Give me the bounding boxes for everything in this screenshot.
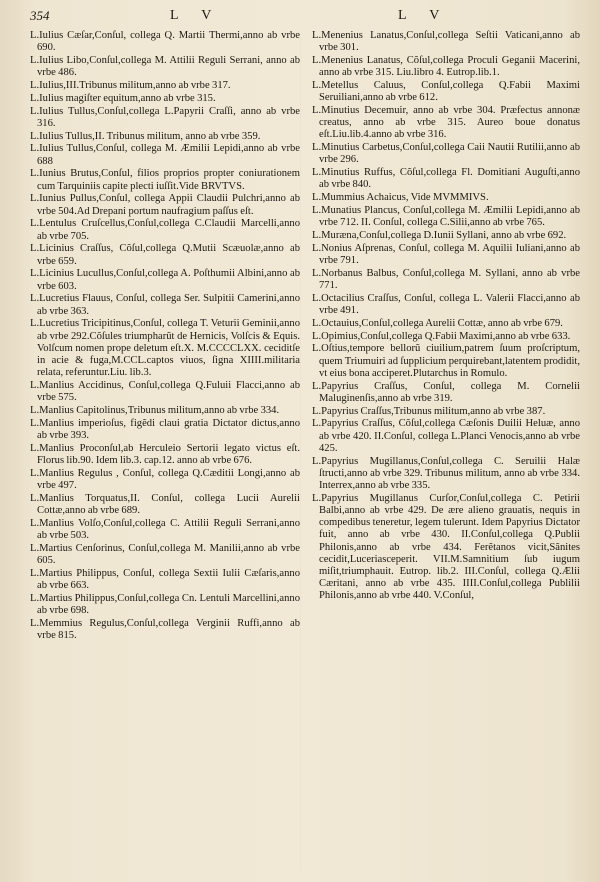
dictionary-entry: L.Manlius Accidinus, Conſul,collega Q.Fuluii Flacci,anno ab vrbe 575. xyxy=(30,380,300,404)
dictionary-entry: L.Metellus Caluus, Conſul,collega Q.Fabii Maximi Seruiliani,anno ab vrbe 612. xyxy=(312,80,580,104)
dictionary-entry: L.Iulius Libo,Conſul,collega M. Attilii Reguli Serrani, anno ab vrbe 486. xyxy=(30,55,300,79)
dictionary-entry: L.Oſtius,tempore bellorũ ciuilium,patrem ſuum proſcriptum, quem Triumuiri ad ſupplicium perquirebant,latentem prodidit, vt eius bona acciperet.Plutarchus in Romulo. xyxy=(312,343,580,379)
dictionary-entry: L.Iulius Tullus,II. Tribunus militum, anno ab vrbe 359. xyxy=(30,130,261,142)
dictionary-entry: L.Iulius Tullus,Conſul, collega M. Æmilii Lepidi,anno ab vrbe 688 xyxy=(30,143,300,167)
dictionary-entry: L.Papyrius Craſſus, Conſul, collega M. Cornelii Maluginenſis,anno ab vrbe 319. xyxy=(312,380,580,404)
dictionary-entry: L.Papyrius Mugillanus Curſor,Conſul,collega C. Petirii Balbi,anno ab vrbe 429. De ære alieno grauatis, nequis in compedibus teneretur, legem tulerunt. Idem Papyrius Dictator fuit, anno ab vrbe 430. II.Conſul,collega Q.Publii Philonis,anno ab vrbe 434. Ferẽtanos vicit,Sãnites cecidit,Luceriasceperit. VII.M.Samnitium ſub iugum miſit,triumphauit. Eutrop. lib.2. III.Conſul, collega Q.Ælii Cæritani, anno ab vrbe 435. IIII.Conſul,collega Publilii Philonis,anno ab vrbe 440. V.Conſul, xyxy=(312,492,580,602)
dictionary-entry: L.Octacilius Craſſus, Conſul, collega L. Valerii Flacci,anno ab vrbe 491. xyxy=(312,292,580,316)
dictionary-entry: L.Nonius Aſprenas, Conſul, collega M. Aquilii Iuliani,anno ab vrbe 791. xyxy=(312,242,580,266)
dictionary-entry: L.Papyrius Craſſus, Cõſul,collega Cæſonis Duilii Heluæ, anno ab vrbe 420. II.Conſul, collega L.Planci Venocis,anno ab vrbe 425. xyxy=(312,418,580,454)
dictionary-entry: L.Muræna,Conſul,collega D.Iunii Syllani, anno ab vrbe 692. xyxy=(312,230,567,241)
dictionary-entry: L.Licinius Craſſus, Cõſul,collega Q.Mutii Scæuolæ,anno ab vrbe 659. xyxy=(30,243,300,267)
dictionary-entry: L.Lentulus Cruſcellus,Conſul,collega C.Claudii Marcelli,anno ab vrbe 705. xyxy=(30,218,300,242)
dictionary-entry: L.Menenius Lanatus, Cõſul,collega Proculi Geganii Macerini, anno ab vrbe 315. Liu.libro 4. Eutrop.lib.1. xyxy=(312,55,580,79)
dictionary-entry: L.Martius Philippus,Conſul,collega Cn. Lentuli Marcellini,anno ab vrbe 698. xyxy=(30,592,300,616)
dictionary-entry: L.Iulius,III.Tribunus militum,anno ab vrbe 317. xyxy=(30,80,231,91)
dictionary-entry: L.Minutius Decemuir, anno ab vrbe 304. Præfectus annonæ creatus, anno ab vrbe 315. Aureo boue donatus eſt.Liu.lib.4.anno ab vrbe 316. xyxy=(312,105,580,141)
dictionary-entry: L.Minutius Ruffus, Cõſul,collega Fl. Domitiani Auguſti,anno ab vrbe 840. xyxy=(312,167,580,191)
dictionary-entry: L.Mummius Achaicus, Vide MVMMIVS. xyxy=(312,192,489,204)
dictionary-entry: L.Manlius Regulus , Conſul, collega Q.Cæditii Longi,anno ab vrbe 497. xyxy=(30,467,300,491)
dictionary-entry: L.Manlius imperioſus, figẽdi claui gratia Dictator dictus,anno ab vrbe 393. xyxy=(30,417,300,441)
dictionary-entry: L.Licinius Lucullus,Conſul,collega A. Poſthumii Albini,anno ab vrbe 603. xyxy=(30,268,300,292)
dictionary-entry: L.Lucretius Flauus, Conſul, collega Ser. Sulpitii Camerini,anno ab vrbe 363. xyxy=(30,293,300,317)
dictionary-entry: L.Martius Cenſorinus, Conſul,collega M. Manilii,anno ab vrbe 605. xyxy=(30,542,300,566)
dictionary-entry: L.Menenius Lanatus,Conſul,collega Seſtii Vaticani,anno ab vrbe 301. xyxy=(312,30,580,54)
dictionary-entry: L.Manlius Proconſul,ab Herculeio Sertorii legato victus eſt. Florus lib.90. Idem lib.3. cap.12. anno ab vrbe 676. xyxy=(30,442,300,466)
dictionary-entry: L.Norbanus Balbus, Conſul,collega M. Syllani, anno ab vrbe 771. xyxy=(312,267,580,291)
left-column-heading: L V xyxy=(170,8,222,23)
right-column-heading: L V xyxy=(398,8,450,23)
dictionary-entry: L.Papyrius Craſſus,Tribunus militum,anno ab vrbe 387. xyxy=(312,405,546,417)
dictionary-entry: L.Iulius magiſter equitum,anno ab vrbe 315. xyxy=(30,92,216,104)
dictionary-entry: L.Manlius Capitolinus,Tribunus militum,anno ab vrbe 334. xyxy=(30,405,280,416)
dictionary-entry: L.Minutius Carbetus,Conſul,collega Caii Nautii Rutilii,anno ab vrbe 296. xyxy=(312,142,580,166)
dictionary-entry: L.Manlius Torquatus,II. Conſul, collega Lucii Aurelii Cottæ,anno ab vrbe 689. xyxy=(30,492,300,516)
dictionary-entry: L.Papyrius Mugillanus,Conſul,collega C. Seruilii Halæ ſtructi,anno ab vrbe 329. Tribunus militum, anno ab vrbe 334. Interrex,anno ab vrbe 335. xyxy=(312,455,580,491)
dictionary-entry: L.Lucretius Tricipitinus,Conſul, collega T. Veturii Geminii,anno ab vrbe 292.Cõſules triumpharũt de Hernicis, Volſcis & Equis. Volſcum nomen prope deletum eſt.X. M.CCCCLXX. ceciditſe in acie & fuga,M.CCL.captos viuos, ſigna XIIII.militaria relata, referuntur.Liu. lib.3. xyxy=(30,318,300,379)
dictionary-entry: L.Iunius Pullus,Conſul, collega Appii Claudii Pulchri,anno ab vrbe 504.Ad Drepani portum naufragium paſſus eſt. xyxy=(30,193,300,217)
dictionary-entry: L.Martius Philippus, Conſul, collega Sextii Iulii Cæſaris,anno ab vrbe 663. xyxy=(30,567,300,591)
dictionary-entry: L.Iulius Cæſar,Conſul, collega Q. Martii Thermi,anno ab vrbe 690. xyxy=(30,30,300,54)
dictionary-entry: L.Iulius Tullus,Conſul,collega L.Papyrii Craſſi, anno ab vrbe 316. xyxy=(30,105,300,129)
dictionary-entry: L.Opimius,Conſul,collega Q.Fabii Maximi,anno ab vrbe 633. xyxy=(312,330,571,342)
page-number: 354 xyxy=(30,8,50,23)
dictionary-entry: L.Memmius Regulus,Conſul,collega Verginii Ruffi,anno ab vrbe 815. xyxy=(30,617,300,641)
right-column xyxy=(312,30,580,603)
dictionary-entry: L.Manlius Volſo,Conſul,collega C. Attilii Reguli Serrani,anno ab vrbe 503. xyxy=(30,517,300,541)
running-header xyxy=(0,8,600,28)
dictionary-entry: L.Iunius Brutus,Conſul, filios proprios propter coniurationem cum Tarquiniis capite plecti iuſſit.Vide BRVTVS. xyxy=(30,168,300,192)
dictionary-entry: L.Octauius,Conſul,collega Aurelii Cottæ, anno ab vrbe 679. xyxy=(312,317,563,329)
column-gutter xyxy=(300,30,301,870)
dictionary-entry: L.Munatius Plancus, Conſul,collega M. Æmilii Lepidi,anno ab vrbe 712. II. Conſul, collega C.Silii,anno ab vrbe 765. xyxy=(312,205,580,229)
left-column xyxy=(30,30,300,643)
